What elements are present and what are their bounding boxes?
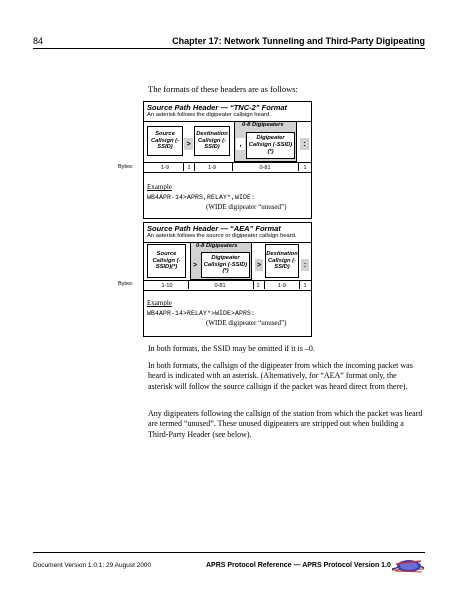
tnc2-source-callsign: Source Callsign (-SSID) (147, 126, 183, 156)
aea-bytes-gt: 1 (256, 283, 260, 289)
tnc2-colon-symbol: : (300, 138, 309, 150)
tnc2-comma-symbol: , (236, 138, 245, 150)
tnc2-bytes-colon: 1 (303, 165, 307, 171)
tnc2-bytes-gt: 1 (187, 165, 191, 171)
tnc2-bytes-source: 1-9 (161, 165, 169, 171)
aea-group-label: 0-8 Digipeaters (196, 243, 238, 249)
paragraph-asterisk: In both formats, the callsign of the digipeater from which the incoming packet was heard is indicated with an asterisk. (Alternatively, for “AEA” format only, the asterisk will follow the source callsign if the packet was heard direct from there). (148, 361, 413, 391)
tnc2-gt-symbol: > (184, 138, 193, 150)
header-rule (33, 48, 425, 49)
aprs-logo-icon (390, 555, 426, 577)
aea-gt-symbol-2: > (255, 259, 263, 271)
aprs-logo (390, 555, 426, 577)
chapter-title: Chapter 17: Network Tunneling and Third-Party Digipeating (172, 36, 425, 46)
tnc2-bytes-label: Bytes: (118, 164, 134, 170)
tnc2-example-label: Example (147, 183, 172, 191)
aea-title: Source Path Header — “AEA” Format (147, 224, 281, 233)
aea-gt-symbol-1: > (191, 259, 199, 271)
tnc2-destination-callsign: Destination Callsign (-SSID) (194, 126, 230, 156)
aea-destination-callsign: Destination Callsign (-SSID) (265, 244, 299, 278)
intro-text: The formats of these headers are as follows: (148, 84, 298, 94)
tnc2-subtitle: An asterisk follows the digipeater callsign heard. (147, 112, 271, 118)
paragraph-unused: Any digipeaters following the callsign of the station from which the packet was heard are termed “unused”. These unused digipeaters are stripped out when building a Third-Party Header (see below). (148, 409, 423, 439)
aea-bytes-label: Bytes: (118, 281, 134, 287)
tnc2-bytes-dest: 1-9 (208, 165, 216, 171)
aea-example-note: (WIDE digipeater “unused”) (206, 319, 287, 327)
aea-colon-symbol: : (301, 259, 309, 271)
tnc2-format-diagram (143, 101, 312, 219)
tnc2-example-code: WB4APR-14>APRS,RELAY*,WIDE: (147, 194, 256, 201)
aea-example-code: WB4APR-14>RELAY*>WIDE>APRS: (147, 310, 256, 317)
footer-rule (33, 552, 425, 553)
aea-bytes-dest: 1-9 (278, 283, 286, 289)
paragraph-ssid: In both formats, the SSID may be omitted if it is –0. (148, 344, 315, 353)
aea-example-label: Example (147, 299, 172, 307)
aea-source-callsign: Source Callsign (-SSID)(*) (147, 244, 186, 278)
aea-bytes-source: 1-10 (161, 283, 173, 289)
tnc2-bytes-digi: 0-81 (259, 165, 271, 171)
footer-version: Document Version 1.0.1: 29 August 2000 (33, 562, 152, 569)
page-number: 84 (33, 36, 44, 46)
aea-bytes-digi: 0-81 (214, 283, 226, 289)
tnc2-digipeater-callsign: Digipeater Callsign (-SSID)(*) (246, 132, 295, 159)
tnc2-example-note: (WIDE digipeater “unused”) (206, 203, 287, 211)
aea-format-diagram (143, 222, 312, 337)
tnc2-title: Source Path Header — “TNC-2” Format (147, 103, 288, 112)
aea-bytes-row (144, 280, 311, 291)
aea-subtitle: An asterisk follows the source or digipeater callsign heard. (147, 233, 297, 239)
footer-title: APRS Protocol Reference — APRS Protocol Version 1.0 (206, 562, 391, 569)
tnc2-group-label: 0-8 Digipeaters (242, 122, 284, 128)
tnc2-bytes-row (144, 162, 311, 173)
aea-digipeater-callsign: Digipeater Callsign (-SSID)(*) (201, 252, 250, 278)
aea-bytes-colon: 1 (303, 283, 307, 289)
